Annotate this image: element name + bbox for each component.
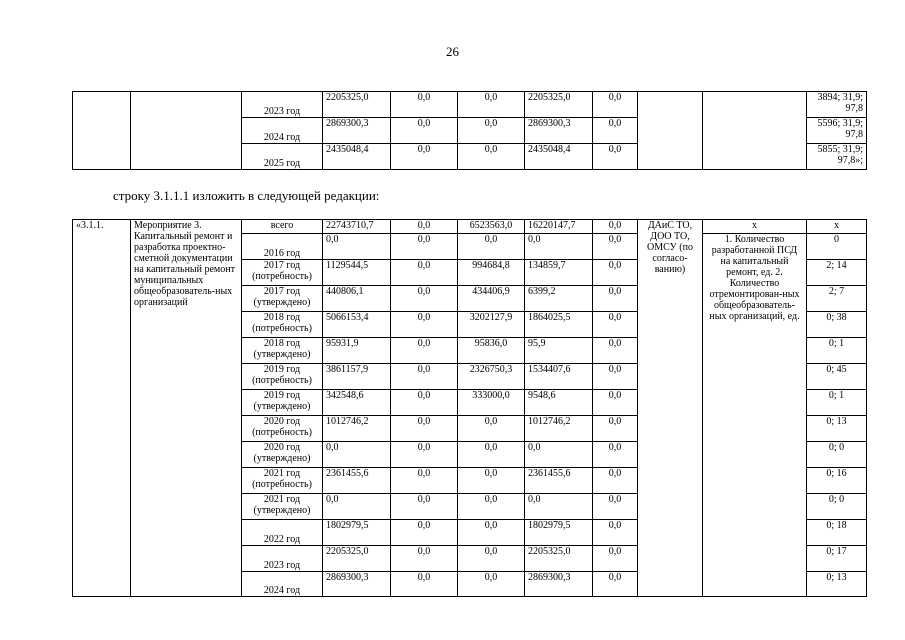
value-cell: 0,0 [593,312,638,338]
section-heading: строку 3.1.1.1 изложить в следующей редакции: [113,188,380,203]
value-cell: 6399,2 [525,286,593,312]
measure-code: «3.1.1. [73,220,131,597]
year-cell: 2023 год [242,92,323,118]
value-cell: 6523563,0 [458,220,525,234]
target-value-cell: 0; 38 [807,312,867,338]
value-cell: 0,0 [593,364,638,390]
value-cell: 342548,6 [323,390,391,416]
period-cell: 2021 год (потребность) [242,468,323,494]
value-cell: 0,0 [391,416,458,442]
result-header: x [703,220,807,234]
period-cell: 2023 год [242,546,323,572]
target-value-cell: 0; 0 [807,494,867,520]
value-cell: 0,0 [593,338,638,364]
target-value-cell: 2; 7 [807,286,867,312]
value-cell: 0,0 [391,234,458,260]
value-cell: 0,0 [391,572,458,597]
target-value-cell: 0; 13 [807,572,867,597]
value-cell: 0,0 [458,92,525,118]
target-value-cell: 0; 13 [807,416,867,442]
value-cell: 1012746,2 [323,416,391,442]
value-cell: 0,0 [458,234,525,260]
value-cell: 0,0 [593,118,638,144]
page-number: 26 [446,44,459,59]
value-cell: 0,0 [323,442,391,468]
value-cell: 0,0 [391,260,458,286]
value-cell: 2435048,4 [525,144,593,170]
value-cell: 3202127,9 [458,312,525,338]
measure-table [72,219,867,597]
value-cell: 3861157,9 [323,364,391,390]
value-cell: 0,0 [593,494,638,520]
period-cell: 2022 год [242,520,323,546]
value-cell: 0,0 [391,118,458,144]
measure-name: Мероприятие 3. Капитальный ремонт и разработка проектно-сметной документации на капитальный ремонт муниципальных общеобразователь-ных организаций [131,220,242,597]
target-value-cell: 0; 16 [807,468,867,494]
value-cell: 2361455,6 [323,468,391,494]
value-cell: 95931,9 [323,338,391,364]
value-cell: 0,0 [391,494,458,520]
value-cell: 16220147,7 [525,220,593,234]
value-cell: 0,0 [593,442,638,468]
value-cell: 134859,7 [525,260,593,286]
value-cell: 0,0 [593,416,638,442]
value-cell: 1864025,5 [525,312,593,338]
value-cell: 0,0 [391,92,458,118]
value-cell: 0,0 [323,494,391,520]
period-cell: 2021 год (утверждено) [242,494,323,520]
value-cell: 0,0 [458,520,525,546]
value-cell: 0,0 [391,312,458,338]
value-cell: 1534407,6 [525,364,593,390]
code-cell-empty [73,92,131,170]
period-cell: 2017 год (потребность) [242,260,323,286]
value-cell: 0,0 [593,572,638,597]
value-cell: 0,0 [525,234,593,260]
value-cell: 1129544,5 [323,260,391,286]
value-cell: 0,0 [391,546,458,572]
value-cell: 440806,1 [323,286,391,312]
period-cell: 2019 год (утверждено) [242,390,323,416]
value-cell: 0,0 [593,390,638,416]
value-cell: 22743710,7 [323,220,391,234]
value-cell: 2326750,3 [458,364,525,390]
executor-cell-empty [638,92,703,170]
value-cell: 0,0 [458,118,525,144]
value-cell: 2869300,3 [323,572,391,597]
value-cell: 0,0 [593,144,638,170]
target-value-cell: 0; 1 [807,338,867,364]
value-cell: 0,0 [458,572,525,597]
value-cell: 0,0 [391,144,458,170]
indicator-cell: 5596; 31,9; 97,8 [807,118,867,144]
period-cell: 2017 год (утверждено) [242,286,323,312]
period-cell: 2018 год (утверждено) [242,338,323,364]
value-cell: 0,0 [391,442,458,468]
value-cell: 9548,6 [525,390,593,416]
value-cell: 2869300,3 [525,572,593,597]
value-cell: 2205325,0 [525,546,593,572]
target-value-cell: 0; 18 [807,520,867,546]
target-value-cell: 0 [807,234,867,260]
value-cell: 0,0 [391,220,458,234]
value-cell: 0,0 [458,144,525,170]
value-cell: 5066153,4 [323,312,391,338]
period-cell: 2024 год [242,572,323,597]
result-cell-empty [703,92,807,170]
value-cell: 0,0 [458,494,525,520]
target-value-cell: 0; 1 [807,390,867,416]
target-value-cell: 0; 45 [807,364,867,390]
value-cell: 434406,9 [458,286,525,312]
value-cell: 2869300,3 [323,118,391,144]
value-cell: 0,0 [391,338,458,364]
value-header: x [807,220,867,234]
indicator-cell: 3894; 31,9; 97,8 [807,92,867,118]
period-cell: всего [242,220,323,234]
value-cell: 0,0 [593,92,638,118]
result-description: 1. Количество разработанной ПСД на капитальный ремонт, ед. 2. Количество отремонтирован-ных общеобразователь-ных организаций, ед. [703,234,807,597]
table-row [73,220,867,234]
value-cell: 1802979,5 [323,520,391,546]
value-cell: 0,0 [593,220,638,234]
table-row [73,92,867,118]
period-cell: 2020 год (утверждено) [242,442,323,468]
value-cell: 0,0 [458,546,525,572]
value-cell: 0,0 [525,442,593,468]
value-cell: 0,0 [391,468,458,494]
value-cell: 0,0 [593,468,638,494]
value-cell: 95836,0 [458,338,525,364]
value-cell: 0,0 [458,442,525,468]
value-cell: 333000,0 [458,390,525,416]
value-cell: 0,0 [391,390,458,416]
value-cell: 1012746,2 [525,416,593,442]
year-cell: 2024 год [242,118,323,144]
target-value-cell: 2; 14 [807,260,867,286]
indicator-cell: 5855; 31,9; 97,8»; [807,144,867,170]
executor-cell: ДАиС ТО, ДОО ТО, ОМСУ (по согласо-ванию) [638,220,703,597]
year-cell: 2025 год [242,144,323,170]
target-value-cell: 0; 17 [807,546,867,572]
value-cell: 2205325,0 [323,92,391,118]
value-cell: 2435048,4 [323,144,391,170]
name-cell-empty [131,92,242,170]
value-cell: 0,0 [323,234,391,260]
target-value-cell: 0; 0 [807,442,867,468]
value-cell: 0,0 [593,520,638,546]
value-cell: 0,0 [593,260,638,286]
period-cell: 2020 год (потребность) [242,416,323,442]
period-cell: 2019 год (потребность) [242,364,323,390]
value-cell: 0,0 [391,520,458,546]
value-cell: 2361455,6 [525,468,593,494]
period-cell: 2018 год (потребность) [242,312,323,338]
value-cell: 0,0 [391,286,458,312]
period-cell: 2016 год [242,234,323,260]
value-cell: 0,0 [458,416,525,442]
value-cell: 994684,8 [458,260,525,286]
value-cell: 0,0 [593,546,638,572]
value-cell: 2205325,0 [323,546,391,572]
value-cell: 95,9 [525,338,593,364]
value-cell: 0,0 [525,494,593,520]
value-cell: 2869300,3 [525,118,593,144]
value-cell: 0,0 [391,364,458,390]
value-cell: 2205325,0 [525,92,593,118]
previous-table-fragment [72,91,867,170]
value-cell: 0,0 [593,234,638,260]
value-cell: 0,0 [458,468,525,494]
value-cell: 0,0 [593,286,638,312]
value-cell: 1802979,5 [525,520,593,546]
